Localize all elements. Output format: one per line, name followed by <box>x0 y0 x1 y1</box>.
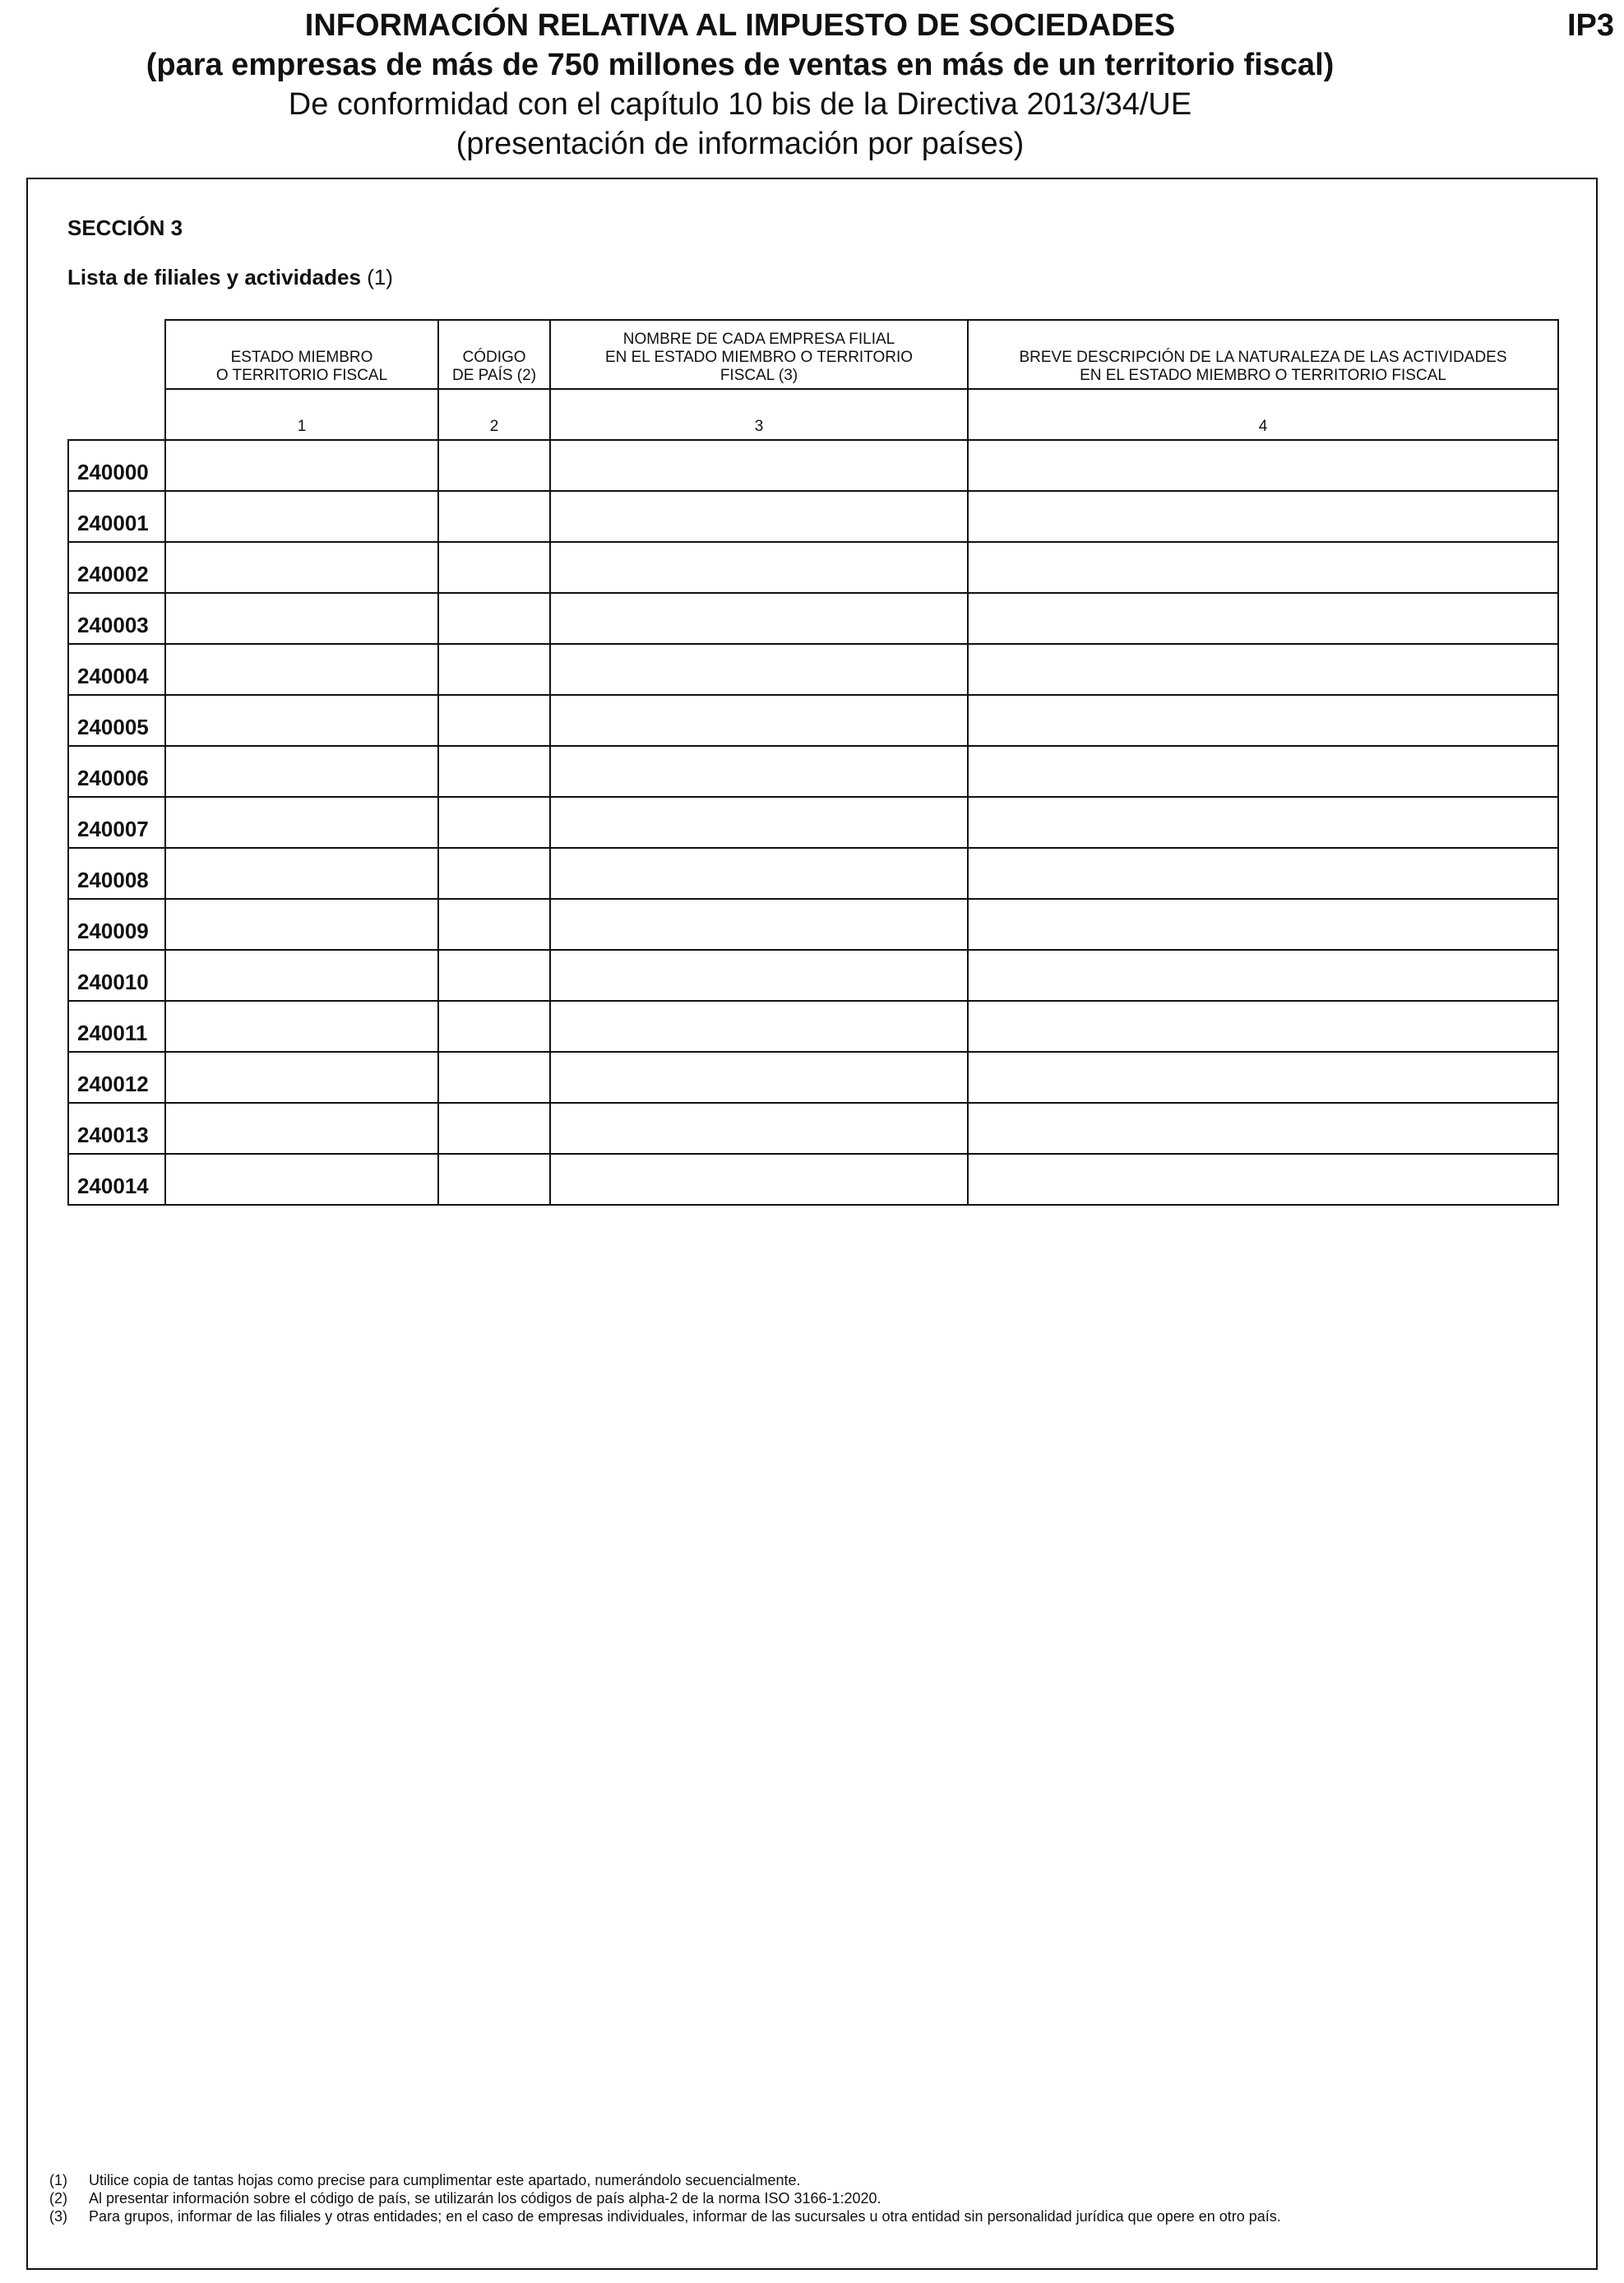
activity-description-field[interactable] <box>968 797 1558 848</box>
subsidiary-name-field[interactable] <box>550 440 968 491</box>
row-code: 240013 <box>68 1103 165 1154</box>
country-code-field[interactable] <box>438 440 550 491</box>
col-header-3: NOMBRE DE CADA EMPRESA FILIAL EN EL ESTADO MIEMBRO O TERRITORIO FISCAL (3) <box>550 320 968 389</box>
activity-description-field[interactable] <box>968 593 1558 644</box>
footnote-number: (3) <box>49 2208 67 2225</box>
header-row <box>68 320 1558 389</box>
subsidiary-name-field[interactable] <box>550 1001 968 1052</box>
subsidiary-name-field[interactable] <box>550 542 968 593</box>
subsidiary-name-field[interactable] <box>550 644 968 695</box>
table-row <box>68 797 1558 848</box>
row-code: 240014 <box>68 1154 165 1205</box>
subsidiary-name-field[interactable] <box>550 1103 968 1154</box>
state-field[interactable] <box>165 746 438 797</box>
row-code: 240001 <box>68 491 165 542</box>
table-row <box>68 440 1558 491</box>
state-field[interactable] <box>165 1103 438 1154</box>
footnote-text: Para grupos, informar de las filiales y otras entidades; en el caso de empresas individuales, informar de las sucursales u otra entidad sin personalidad jurídica que opere en otro país. <box>89 2208 1281 2225</box>
table-row <box>68 1154 1558 1205</box>
activity-description-field[interactable] <box>968 644 1558 695</box>
footnote-text: Utilice copia de tantas hojas como precise para cumplimentar este apartado, numerándolo secuencialmente. <box>89 2172 801 2188</box>
section-subtitle-note: (1) <box>367 265 393 289</box>
col-number-2: 2 <box>438 389 550 440</box>
country-code-field[interactable] <box>438 797 550 848</box>
state-field[interactable] <box>165 542 438 593</box>
directive-reference: De conformidad con el capítulo 10 bis de la Directiva 2013/34/UE <box>288 87 1192 122</box>
col-number-3: 3 <box>550 389 968 440</box>
country-code-field[interactable] <box>438 695 550 746</box>
activity-description-field[interactable] <box>968 542 1558 593</box>
row-code: 240004 <box>68 644 165 695</box>
section-subtitle <box>67 265 393 290</box>
state-field[interactable] <box>165 1052 438 1103</box>
table-row <box>68 695 1558 746</box>
subsidiary-name-field[interactable] <box>550 797 968 848</box>
table-row <box>68 593 1558 644</box>
activity-description-field[interactable] <box>968 1154 1558 1205</box>
row-code: 240002 <box>68 542 165 593</box>
section-title: SECCIÓN 3 <box>67 215 183 240</box>
activity-description-field[interactable] <box>968 491 1558 542</box>
table-row <box>68 1001 1558 1052</box>
row-code: 240000 <box>68 440 165 491</box>
subsidiary-name-field[interactable] <box>550 950 968 1001</box>
corner-cell <box>68 389 165 440</box>
row-code: 240003 <box>68 593 165 644</box>
row-code: 240011 <box>68 1001 165 1052</box>
state-field[interactable] <box>165 848 438 899</box>
state-field[interactable] <box>165 644 438 695</box>
state-field[interactable] <box>165 899 438 950</box>
form-code: IP3 <box>1566 8 1614 43</box>
table-row <box>68 899 1558 950</box>
state-field[interactable] <box>165 491 438 542</box>
state-field[interactable] <box>165 1001 438 1052</box>
state-field[interactable] <box>165 440 438 491</box>
subsidiary-name-field[interactable] <box>550 695 968 746</box>
table-row <box>68 1103 1558 1154</box>
subsidiary-name-field[interactable] <box>550 1154 968 1205</box>
footnote <box>49 2189 1281 2207</box>
row-code: 240007 <box>68 797 165 848</box>
activity-description-field[interactable] <box>968 746 1558 797</box>
activity-description-field[interactable] <box>968 899 1558 950</box>
table-row <box>68 542 1558 593</box>
subsidiary-name-field[interactable] <box>550 848 968 899</box>
country-code-field[interactable] <box>438 950 550 1001</box>
footnote <box>49 2207 1281 2225</box>
table-row <box>68 1052 1558 1103</box>
country-code-field[interactable] <box>438 593 550 644</box>
footnote-text: Al presentar información sobre el código de país, se utilizarán los códigos de país alpha-2 de la norma ISO 3166-1:2020. <box>89 2190 881 2207</box>
country-code-field[interactable] <box>438 1154 550 1205</box>
state-field[interactable] <box>165 695 438 746</box>
row-code: 240008 <box>68 848 165 899</box>
state-field[interactable] <box>165 593 438 644</box>
activity-description-field[interactable] <box>968 848 1558 899</box>
section-subtitle-label: Lista de filiales y actividades <box>67 265 361 289</box>
table-row <box>68 491 1558 542</box>
state-field[interactable] <box>165 1154 438 1205</box>
row-code: 240010 <box>68 950 165 1001</box>
presentation-note: (presentación de información por países) <box>456 127 1025 161</box>
col-number-1: 1 <box>165 389 438 440</box>
subsidiary-name-field[interactable] <box>550 899 968 950</box>
col-header-4: BREVE DESCRIPCIÓN DE LA NATURALEZA DE LAS ACTIVIDADES EN EL ESTADO MIEMBRO O TERRITORIO FISCAL <box>968 320 1558 389</box>
col-number-4: 4 <box>968 389 1558 440</box>
subsidiary-name-field[interactable] <box>550 746 968 797</box>
country-code-field[interactable] <box>438 542 550 593</box>
country-code-field[interactable] <box>438 1052 550 1103</box>
table-row <box>68 848 1558 899</box>
row-code: 240005 <box>68 695 165 746</box>
country-code-field[interactable] <box>438 899 550 950</box>
activity-description-field[interactable] <box>968 1001 1558 1052</box>
state-field[interactable] <box>165 797 438 848</box>
footnote <box>49 2171 1281 2189</box>
row-code: 240006 <box>68 746 165 797</box>
corner-cell <box>68 320 165 389</box>
activity-description-field[interactable] <box>968 1103 1558 1154</box>
footnote-number: (1) <box>49 2172 67 2188</box>
table-row <box>68 950 1558 1001</box>
table-row <box>68 746 1558 797</box>
table-row <box>68 644 1558 695</box>
footnote-number: (2) <box>49 2190 67 2207</box>
footnotes <box>49 2171 1281 2225</box>
activity-description-field[interactable] <box>968 440 1558 491</box>
row-code: 240012 <box>68 1052 165 1103</box>
col-header-2: CÓDIGO DE PAÍS (2) <box>438 320 550 389</box>
country-code-field[interactable] <box>438 1001 550 1052</box>
country-code-field[interactable] <box>438 848 550 899</box>
form-subtitle: (para empresas de más de 750 millones de ventas en más de un territorio fiscal) <box>146 48 1335 82</box>
subsidiary-name-field[interactable] <box>550 1052 968 1103</box>
subsidiary-name-field[interactable] <box>550 593 968 644</box>
number-row <box>68 389 1558 440</box>
country-code-field[interactable] <box>438 746 550 797</box>
subsidiaries-table <box>67 319 1559 1206</box>
activity-description-field[interactable] <box>968 1052 1558 1103</box>
activity-description-field[interactable] <box>968 950 1558 1001</box>
country-code-field[interactable] <box>438 644 550 695</box>
col-header-1: ESTADO MIEMBRO O TERRITORIO FISCAL <box>165 320 438 389</box>
country-code-field[interactable] <box>438 491 550 542</box>
form-title: INFORMACIÓN RELATIVA AL IMPUESTO DE SOCIEDADES <box>304 8 1176 43</box>
country-code-field[interactable] <box>438 1103 550 1154</box>
state-field[interactable] <box>165 950 438 1001</box>
activity-description-field[interactable] <box>968 695 1558 746</box>
row-code: 240009 <box>68 899 165 950</box>
subsidiary-name-field[interactable] <box>550 491 968 542</box>
